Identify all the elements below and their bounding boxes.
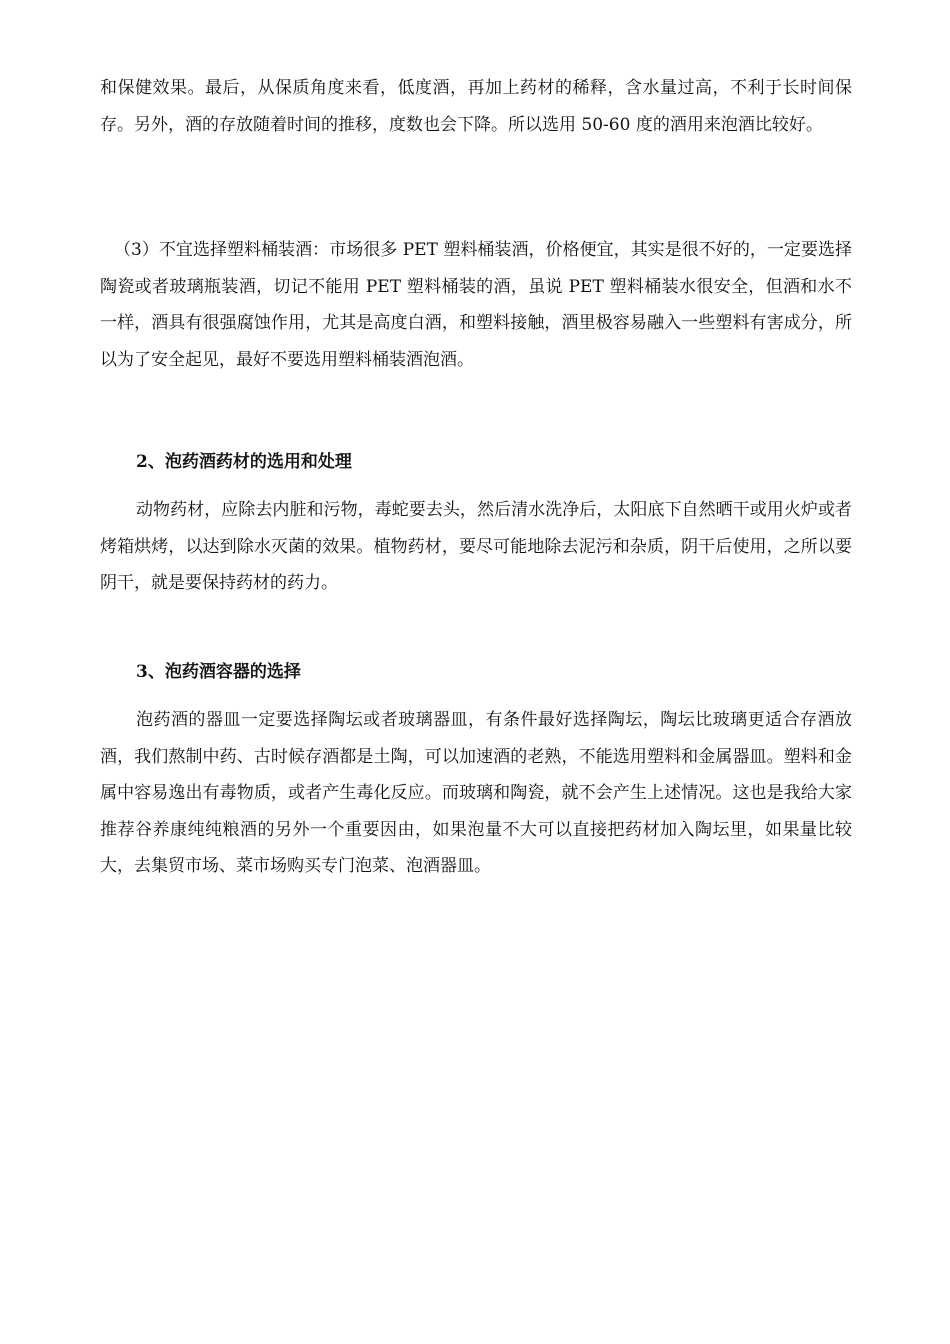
section-heading-herb-selection — [136, 450, 352, 474]
section-title: 、泡药酒药材的选用和处理 — [147, 452, 352, 472]
section-heading-container-selection — [136, 660, 301, 684]
section-number: 3 — [136, 662, 148, 682]
section-title: 、泡药酒容器的选择 — [147, 662, 301, 682]
paragraph-alcohol-strength: 和保健效果。最后，从保质角度来看，低度酒，再加上药材的稀释，含水量过高，不利于长时间保存。另外，酒的存放随着时间的推移，度数也会下降。所以选用 50-60 度的酒用来泡酒比较好。 — [100, 78, 852, 135]
section-number: 2 — [136, 452, 148, 472]
paragraph-herb-processing: 动物药材，应除去内脏和污物，毒蛇要去头，然后清水洗净后，太阳底下自然晒干或用火炉或者烤箱烘烤，以达到除水灭菌的效果。植物药材，要尽可能地除去泥污和杂质，阴干后使用，之所以要阴干，就是要保持药材的药力。 — [100, 500, 852, 593]
paragraph-container-choice: 泡药酒的器皿一定要选择陶坛或者玻璃器皿，有条件最好选择陶坛，陶坛比玻璃更适合存酒放酒，我们熬制中药、古时候存酒都是土陶，可以加速酒的老熟，不能选用塑料和金属器皿。塑料和金属中容易逸出有毒物质，或者产生毒化反应。而玻璃和陶瓷，就不会产生上述情况。这也是我给大家推荐谷养康纯纯粮酒的另外一个重要因由，如果泡量不大可以直接把药材加入陶坛里，如果量比较大，去集贸市场、菜市场购买专门泡菜、泡酒器皿。 — [100, 710, 852, 876]
paragraph-plastic-barrel: （3）不宜选择塑料桶装酒：市场很多 PET 塑料桶装酒，价格便宜，其实是很不好的，一定要选择陶瓷或者玻璃瓶装酒，切记不能用 PET 塑料桶装的酒，虽说 PET 塑料桶装水很安全，但酒和水不一样，酒具有很强腐蚀作用，尤其是高度白酒，和塑料接触，酒里极容易融入一些塑料有害成分，所以为了安全起见，最好不要选用塑料桶装酒泡酒。 — [100, 240, 852, 370]
